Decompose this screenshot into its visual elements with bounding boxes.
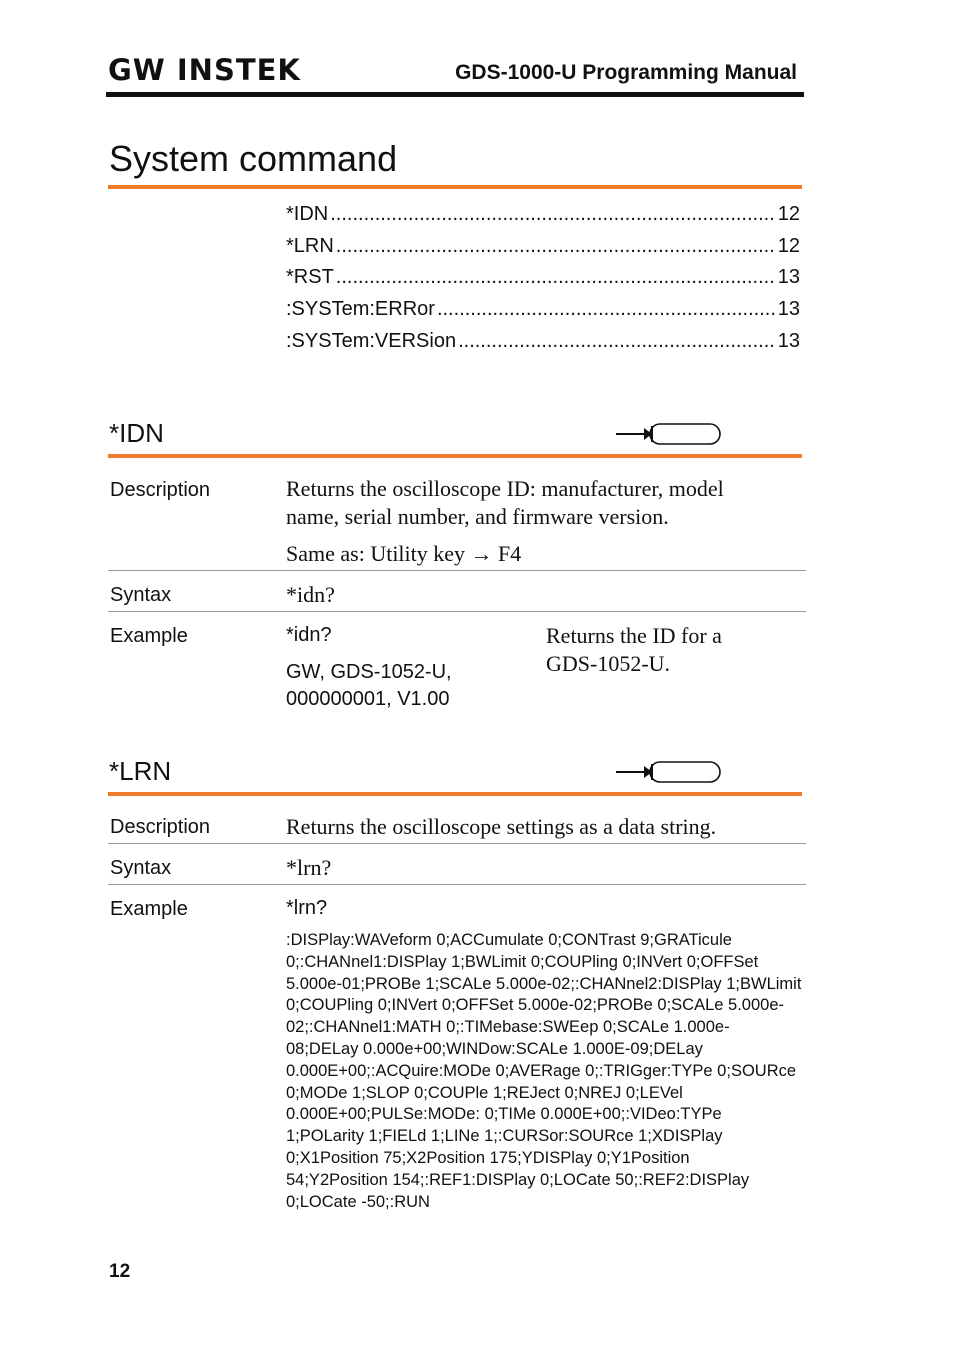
toc-entry-label: *LRN xyxy=(286,234,334,257)
response-line: 54;Y2Position 154;:REF1:DISPlay 0;LOCate 50;:REF2:DISPlay xyxy=(286,1170,750,1189)
idn-description-label: Description xyxy=(110,479,211,501)
divider xyxy=(108,570,806,571)
brand-logo: GW INSTEK xyxy=(108,53,301,87)
toc-entry-page: 12 xyxy=(777,203,800,225)
response-line: 0.000E+00;:ACQuire:MODe 0;AVERage 0;:TRIGger:TYPe 0;SOURce xyxy=(286,1061,797,1080)
toc-entry-page: 13 xyxy=(777,266,800,289)
page-title: System command xyxy=(109,138,398,179)
response-line: 0;X1Position 75;X2Position 175;YDISPlay 0;Y1Position xyxy=(286,1148,690,1167)
toc-leader xyxy=(336,263,776,291)
response-line: 0;:CHANnel1:DISPlay 1;BWLimit 0;COUPling 0;INVert 0;OFFSet xyxy=(286,952,759,971)
toc-entry-label: :SYSTem:VERSion xyxy=(286,329,457,352)
idn-syntax: *idn? xyxy=(286,582,335,607)
response-line: 0;LOCate -50;:RUN xyxy=(286,1192,430,1211)
lrn-description: Returns the oscilloscope settings as a data string. xyxy=(286,814,717,839)
response-line: :DISPlay:WAVeform 0;ACCumulate 0;CONTrast 9;GRATicule xyxy=(286,931,732,949)
lrn-underline xyxy=(108,792,802,796)
response-line: 0;MODe 1;SLOP 0;COUPle 1;REJect 0;NREJ 0;LEVel xyxy=(286,1083,683,1102)
query-arrow-icon xyxy=(616,760,722,784)
response-line: 0;COUPling 0;INVert 0;OFFSet 5.000e-02;PROBe 0;SCALe 5.000e- xyxy=(286,996,785,1015)
toc-leader xyxy=(330,200,776,228)
lrn-example-command: *lrn? xyxy=(286,897,328,919)
toc-entry[interactable] xyxy=(286,232,800,264)
query-arrow-icon xyxy=(616,422,722,446)
toc-entry-page: 13 xyxy=(777,298,800,321)
manual-title: GDS-1000-U Programming Manual xyxy=(455,61,797,84)
section-toc xyxy=(286,200,800,358)
idn-example-label: Example xyxy=(110,625,188,647)
toc-entry[interactable] xyxy=(286,263,800,295)
toc-entry-label: *IDN xyxy=(286,203,329,225)
response-line: 5.000e-01;PROBe 1;SCALe 5.000e-02;:CHANnel2:DISPlay 1;BWLimit xyxy=(286,974,802,993)
toc-leader xyxy=(437,295,776,323)
toc-entry-page: 12 xyxy=(777,234,800,257)
lrn-description-label: Description xyxy=(110,816,211,838)
toc-leader xyxy=(336,232,776,260)
toc-entry-label: *RST xyxy=(286,266,334,289)
toc-entry[interactable] xyxy=(286,295,800,327)
divider xyxy=(108,884,806,885)
title-underline xyxy=(108,185,802,189)
idn-example-response-line2: 000000001, V1.00 xyxy=(286,688,450,710)
lrn-example-response xyxy=(286,930,802,1213)
toc-leader xyxy=(458,327,776,355)
idn-example-command: *idn? xyxy=(286,624,332,646)
toc-entry-page: 13 xyxy=(777,329,800,352)
page-number: 12 xyxy=(109,1261,131,1282)
idn-underline xyxy=(108,454,802,458)
idn-example-note-line1: Returns the ID for a xyxy=(546,623,722,648)
lrn-example-label: Example xyxy=(110,898,188,920)
idn-syntax-label: Syntax xyxy=(110,584,172,606)
idn-example-note-line2: GDS-1052-U. xyxy=(546,651,671,676)
lrn-section-title: *LRN xyxy=(109,756,172,786)
lrn-syntax: *lrn? xyxy=(286,855,332,880)
response-line: 02;:CHANnel1:MATH 0;:TIMebase:SWEep 0;SCALe 1.000e- xyxy=(286,1018,730,1037)
idn-same-as: Same as: Utility key → F4 xyxy=(286,541,522,566)
response-line: 0.000E+00;PULSe:MODe: 0;TIMe 0.000E+00;:VIDeo:TYPe xyxy=(286,1105,722,1124)
divider xyxy=(108,611,806,612)
toc-entry[interactable] xyxy=(286,200,800,232)
idn-section-title: *IDN xyxy=(109,418,164,448)
toc-entry[interactable] xyxy=(286,327,800,359)
header-rule xyxy=(106,92,804,97)
toc-entry-label: :SYSTem:ERRor xyxy=(286,298,435,321)
divider xyxy=(108,843,806,844)
idn-description-line1: Returns the oscilloscope ID: manufacturer, model xyxy=(286,476,724,501)
lrn-syntax-label: Syntax xyxy=(110,857,172,879)
response-line: 1;POLarity 1;FIELd 1;LINe 1;:CURSor:SOURce 1;XDISPlay xyxy=(286,1127,723,1146)
response-line: 08;DELay 0.000e+00;WINDow:SCALe 1.000E-09;DELay xyxy=(286,1039,703,1058)
idn-description-line2: name, serial number, and firmware version. xyxy=(286,504,669,529)
idn-example-response-line1: GW, GDS-1052-U, xyxy=(286,661,452,683)
